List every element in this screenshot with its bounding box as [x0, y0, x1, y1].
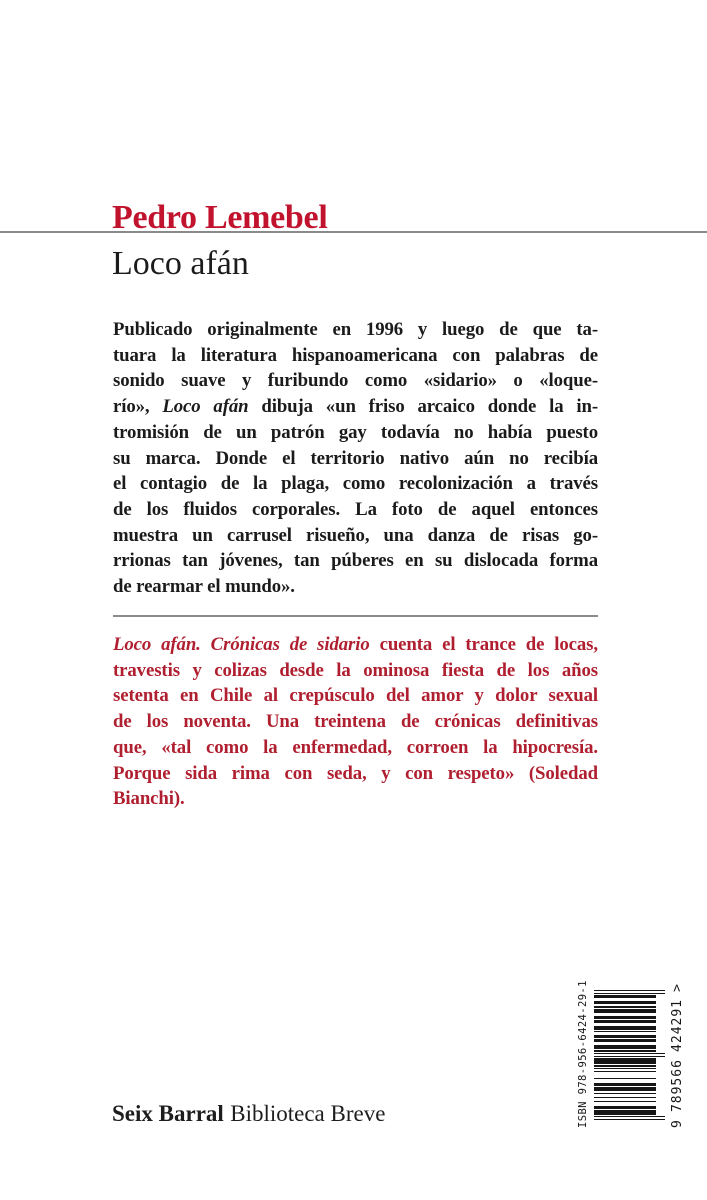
barcode-bar	[594, 1053, 665, 1054]
text-line	[113, 394, 598, 420]
ean-number	[670, 983, 685, 1128]
barcode-bar	[594, 1026, 656, 1030]
text-line	[113, 709, 598, 735]
barcode-rotated	[577, 980, 692, 1128]
barcode-bar	[594, 1045, 656, 1049]
text-line	[113, 523, 598, 549]
barcode-bar	[594, 1065, 656, 1066]
text-line	[113, 420, 598, 446]
section-divider-rule	[113, 615, 598, 617]
italic-text-run: Loco afán. Crónicas de sidario	[113, 634, 370, 655]
text-run: Porque sida rima con seda, y con respeto» (Soledad	[113, 762, 598, 784]
text-run: rrionas tan jóvenes, tan púberes en su dislocada forma	[113, 550, 598, 572]
book-title: Loco afán	[112, 245, 249, 282]
text-run: travestis y colizas desde la ominosa fiesta de los años	[113, 659, 598, 681]
text-run: el contagio de la plaga, como recolonización a través	[113, 473, 598, 495]
text-line	[113, 683, 598, 709]
text-run: tromisión de un patrón gay todavía no había puesto	[113, 421, 598, 443]
text-run: muestra un carrusel risueño, una danza de risas go-	[113, 524, 598, 546]
text-run: cuenta el trance de locas,	[369, 634, 598, 655]
barcode-block	[577, 980, 692, 1128]
barcode-bar	[594, 1035, 656, 1038]
publisher-name: Seix Barral	[112, 1101, 224, 1126]
barcode-bar	[594, 1006, 656, 1007]
collection-name: Biblioteca Breve	[230, 1101, 386, 1126]
text-run: de los fluidos corporales. La foto de aquel entonces	[113, 498, 598, 520]
barcode-bar	[594, 1009, 656, 1013]
text-line	[113, 368, 598, 394]
barcode-bar	[594, 1031, 656, 1032]
barcode-bar	[594, 1101, 656, 1102]
barcode-bar	[594, 1071, 656, 1072]
text-run: que, «tal como la enfermedad, corroen la hipocresía.	[113, 736, 598, 758]
barcode-bar	[594, 1087, 656, 1091]
barcode-bar	[594, 1058, 656, 1063]
text-line	[113, 343, 598, 369]
barcode-bar	[594, 1083, 656, 1086]
ean-first-digit: 9	[670, 1119, 685, 1128]
ean-suffix-chevron: >	[670, 983, 685, 992]
barcode-bar	[594, 1093, 656, 1094]
ean-group-right: 424291	[670, 998, 685, 1052]
barcode-bar	[594, 1039, 656, 1042]
barcode-bar	[594, 1078, 656, 1079]
text-line	[113, 632, 598, 658]
barcode-bar	[594, 1050, 656, 1051]
barcode-bar	[594, 1016, 656, 1019]
text-run: su marca. Donde el territorio nativo aún no recibía	[113, 447, 598, 469]
text-run: Publicado originalmente en 1996 y luego de que ta-	[113, 319, 598, 340]
text-line	[113, 761, 598, 787]
barcode-bar	[594, 995, 656, 998]
text-line	[113, 497, 598, 523]
barcode-bar	[594, 1001, 656, 1004]
text-run: sonido suave y furibundo como «sidario» o «loque-	[113, 370, 598, 392]
text-line	[113, 446, 598, 472]
text-line	[113, 548, 598, 574]
barcode-bar	[594, 990, 665, 991]
publisher-imprint	[112, 1102, 385, 1125]
text-line	[113, 735, 598, 761]
header-rule	[0, 231, 707, 233]
barcode-bar	[594, 1068, 656, 1069]
text-run: tuara la literatura hispanoamericana con palabras de	[113, 344, 598, 366]
text-run: río»,	[113, 396, 163, 418]
barcode-bar	[594, 993, 665, 994]
barcode-bar	[594, 1097, 656, 1098]
text-line	[113, 317, 598, 343]
barcode-bar	[594, 1119, 665, 1120]
text-run: Bianchi).	[113, 788, 185, 810]
barcode-bar	[594, 1106, 656, 1109]
ean-group-left: 789566	[670, 1059, 685, 1113]
isbn-label: ISBN 978-956-6424-29-1	[577, 980, 589, 1128]
author-name: Pedro Lemebel	[112, 199, 328, 236]
text-run: setenta en Chile al crepúsculo del amor y dolor sexual	[113, 685, 598, 707]
barcode-bar	[594, 1056, 665, 1057]
text-line	[113, 574, 598, 600]
text-line	[113, 658, 598, 684]
text-run: de rearmar el mundo».	[113, 576, 295, 598]
text-run: de los noventa. Una treintena de crónicas definitivas	[113, 711, 598, 733]
text-line	[113, 471, 598, 497]
synopsis-paragraph	[113, 317, 598, 600]
barcode-bar	[594, 1020, 656, 1023]
barcode-bar	[594, 1110, 656, 1114]
text-run: dibuja «un friso arcaico donde la in-	[248, 396, 598, 418]
blurb-paragraph	[113, 632, 598, 812]
barcode-bars	[594, 990, 668, 1120]
italic-text-run: Loco afán	[162, 396, 249, 418]
text-line	[113, 786, 598, 812]
barcode-bar	[594, 1116, 665, 1117]
